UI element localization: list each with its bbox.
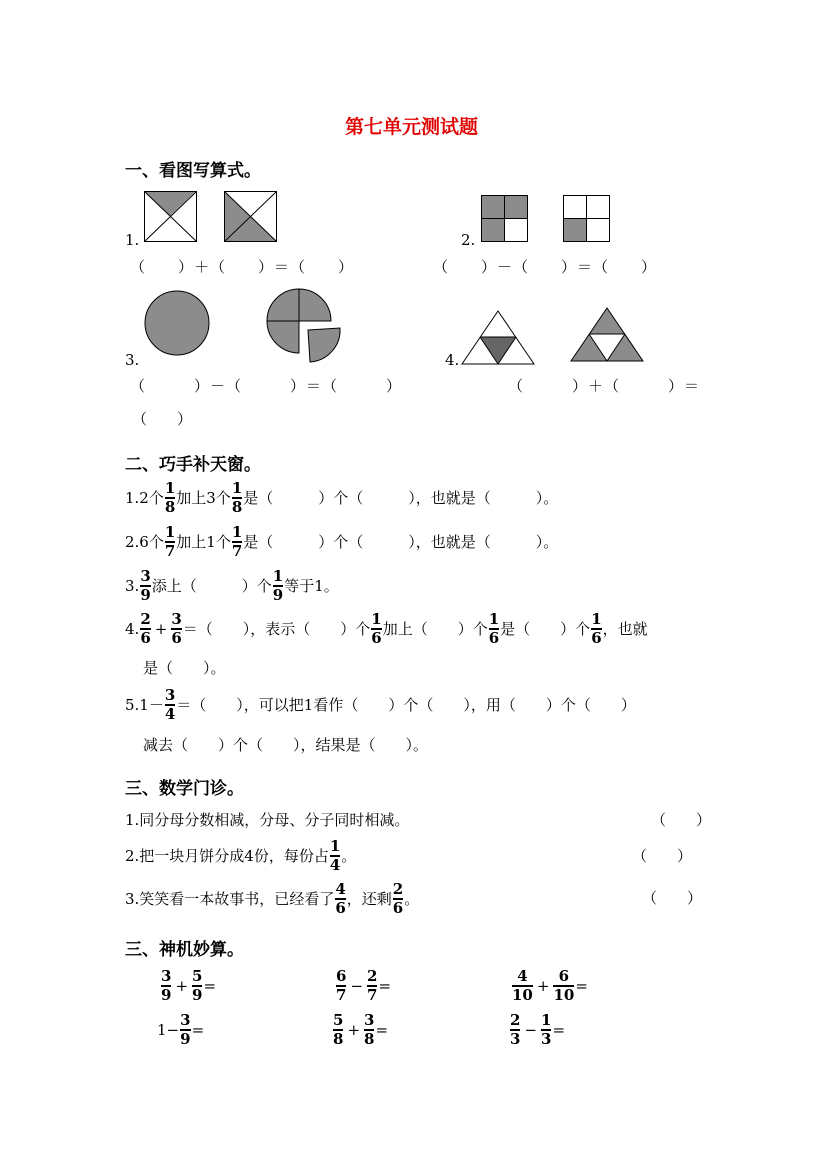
s3-q3-text: 3.笑笑看一本故事书，已经看了 — [125, 889, 335, 908]
fraction: 2 7 — [367, 967, 378, 1004]
s2-q2-a: 2.6个 — [125, 532, 164, 551]
calc-expression-5 — [332, 1012, 388, 1048]
s2-q5 — [125, 687, 636, 723]
s2-q4-c: 加上（ ）个 — [382, 619, 488, 638]
s2-q1-c: 是（ ）个（ ），也就是（ ）。 — [243, 488, 559, 507]
circle-minus-quarter-figure — [266, 288, 348, 366]
calc-expression-3 — [511, 968, 588, 1004]
triangle-figure-1 — [462, 310, 538, 366]
fraction: 6 7 — [336, 967, 347, 1004]
full-circle-figure — [144, 290, 210, 356]
fraction: 5 9 — [192, 967, 203, 1004]
fraction: 2 3 — [510, 1011, 521, 1048]
operator: − — [350, 976, 364, 995]
equals: = — [552, 1020, 566, 1039]
fraction: 1 3 — [541, 1011, 552, 1048]
equals: = — [378, 976, 392, 995]
s2-q2-c: 是（ ）个（ ），也就是（ ）。 — [243, 532, 559, 551]
fraction: 4 10 — [512, 967, 533, 1004]
q3-formula: （ ）－（ ）＝（ ） — [130, 377, 403, 395]
fraction: 1 6 — [591, 610, 602, 647]
s3-q2 — [125, 838, 356, 874]
fraction: 1 8 — [231, 479, 243, 516]
s2-q1-b: 加上3个 — [176, 488, 231, 507]
q4-formula-b: （ ） — [132, 410, 193, 428]
s2-q1-a: 1.2个 — [125, 488, 164, 507]
fraction: 3 9 — [140, 567, 151, 604]
s3-q3-mid: ，还剩 — [346, 889, 392, 908]
grid-figure-1 — [481, 195, 529, 243]
s3-q2-bracket: （ ） — [632, 847, 693, 865]
fraction: 1 7 — [164, 523, 176, 560]
triangle-figure-2 — [571, 307, 647, 363]
s3-q3-end: 。 — [404, 889, 420, 908]
s3-q2-text: 2.把一块月饼分成4份，每份占 — [125, 846, 329, 865]
fraction: 2 6 — [140, 610, 151, 647]
operator: + — [347, 1020, 361, 1039]
fraction: 3 9 — [180, 1011, 191, 1048]
square-figure-1 — [144, 191, 198, 243]
s2-q2 — [125, 524, 558, 560]
s3-q2-end: 。 — [341, 846, 357, 865]
operator: + — [175, 976, 189, 995]
section-4-heading: 三、神机妙算。 — [125, 940, 244, 960]
s2-q4-line2: 是（ ）。 — [143, 659, 226, 677]
fraction: 1 8 — [164, 479, 176, 516]
square-figure-2 — [224, 191, 278, 243]
calc-expression-6 — [509, 1012, 565, 1048]
grid-figure-2 — [563, 195, 611, 243]
calc-expression-2 — [335, 968, 391, 1004]
equals: = — [575, 976, 588, 995]
fraction: 1 7 — [231, 523, 243, 560]
s2-q4-e: ，也就 — [602, 619, 648, 638]
operator: − — [524, 1020, 538, 1039]
q3-number: 3. — [125, 351, 140, 369]
equals: = — [191, 1020, 205, 1039]
calc-expression-1 — [160, 968, 216, 1004]
fraction: 4 6 — [335, 880, 346, 917]
operator: + — [536, 976, 550, 995]
equals: = — [375, 1020, 389, 1039]
calc-expression-4 — [157, 1012, 204, 1048]
s2-q4-d: 是（ ）个 — [500, 619, 591, 638]
s2-q3 — [125, 568, 339, 604]
s2-q5-line2: 减去（ ）个（ ），结果是（ ）。 — [143, 736, 429, 754]
q2-number: 2. — [461, 231, 476, 249]
q4-formula-a: （ ）＋（ ）＝ — [508, 377, 701, 395]
section-3-heading: 三、数学门诊。 — [125, 779, 244, 799]
s2-q3-c: 等于1。 — [284, 576, 339, 595]
section-1-heading: 一、看图写算式。 — [125, 161, 261, 181]
q4-number: 4. — [445, 351, 460, 369]
q2-formula: （ ）－（ ）＝（ ） — [433, 258, 658, 276]
q1-formula: （ ）＋（ ）＝（ ） — [130, 258, 355, 276]
s3-q3 — [125, 881, 419, 917]
s3-q3-bracket: （ ） — [642, 889, 703, 907]
s2-q3-b: 添上（ ）个 — [151, 576, 272, 595]
s2-q4 — [125, 611, 648, 647]
s2-q5-b: ＝（ ），可以把1看作（ ）个（ ），用（ ）个（ ） — [176, 695, 636, 714]
s2-q2-b: 加上1个 — [176, 532, 231, 551]
plus-sign: + — [154, 619, 168, 638]
s2-q5-a: 5.1－ — [125, 695, 164, 714]
fraction: 3 6 — [171, 610, 182, 647]
page-title: 第七单元测试题 — [345, 116, 479, 138]
fraction: 6 10 — [553, 967, 575, 1004]
fraction: 1 9 — [272, 567, 284, 604]
equals: = — [203, 976, 217, 995]
prefix: 1− — [157, 1020, 180, 1039]
s3-q1-bracket: （ ） — [651, 811, 712, 829]
s2-q3-a: 3. — [125, 576, 140, 595]
fraction: 3 4 — [164, 686, 176, 723]
fraction: 1 4 — [329, 837, 341, 874]
fraction: 3 8 — [364, 1011, 375, 1048]
fraction: 3 9 — [161, 967, 172, 1004]
q1-number: 1. — [125, 231, 140, 249]
section-2-heading: 二、巧手补天窗。 — [125, 455, 261, 475]
s2-q1 — [125, 480, 558, 516]
fraction: 5 8 — [333, 1011, 344, 1048]
fraction: 1 6 — [371, 610, 382, 647]
fraction: 2 6 — [392, 880, 404, 917]
s3-q1-text: 1.同分母分数相减，分母、分子同时相减。 — [125, 811, 410, 829]
s2-q4-b: ＝（ ），表示（ ）个 — [182, 619, 371, 638]
s2-q4-a: 4. — [125, 619, 140, 638]
fraction: 1 6 — [488, 610, 500, 647]
